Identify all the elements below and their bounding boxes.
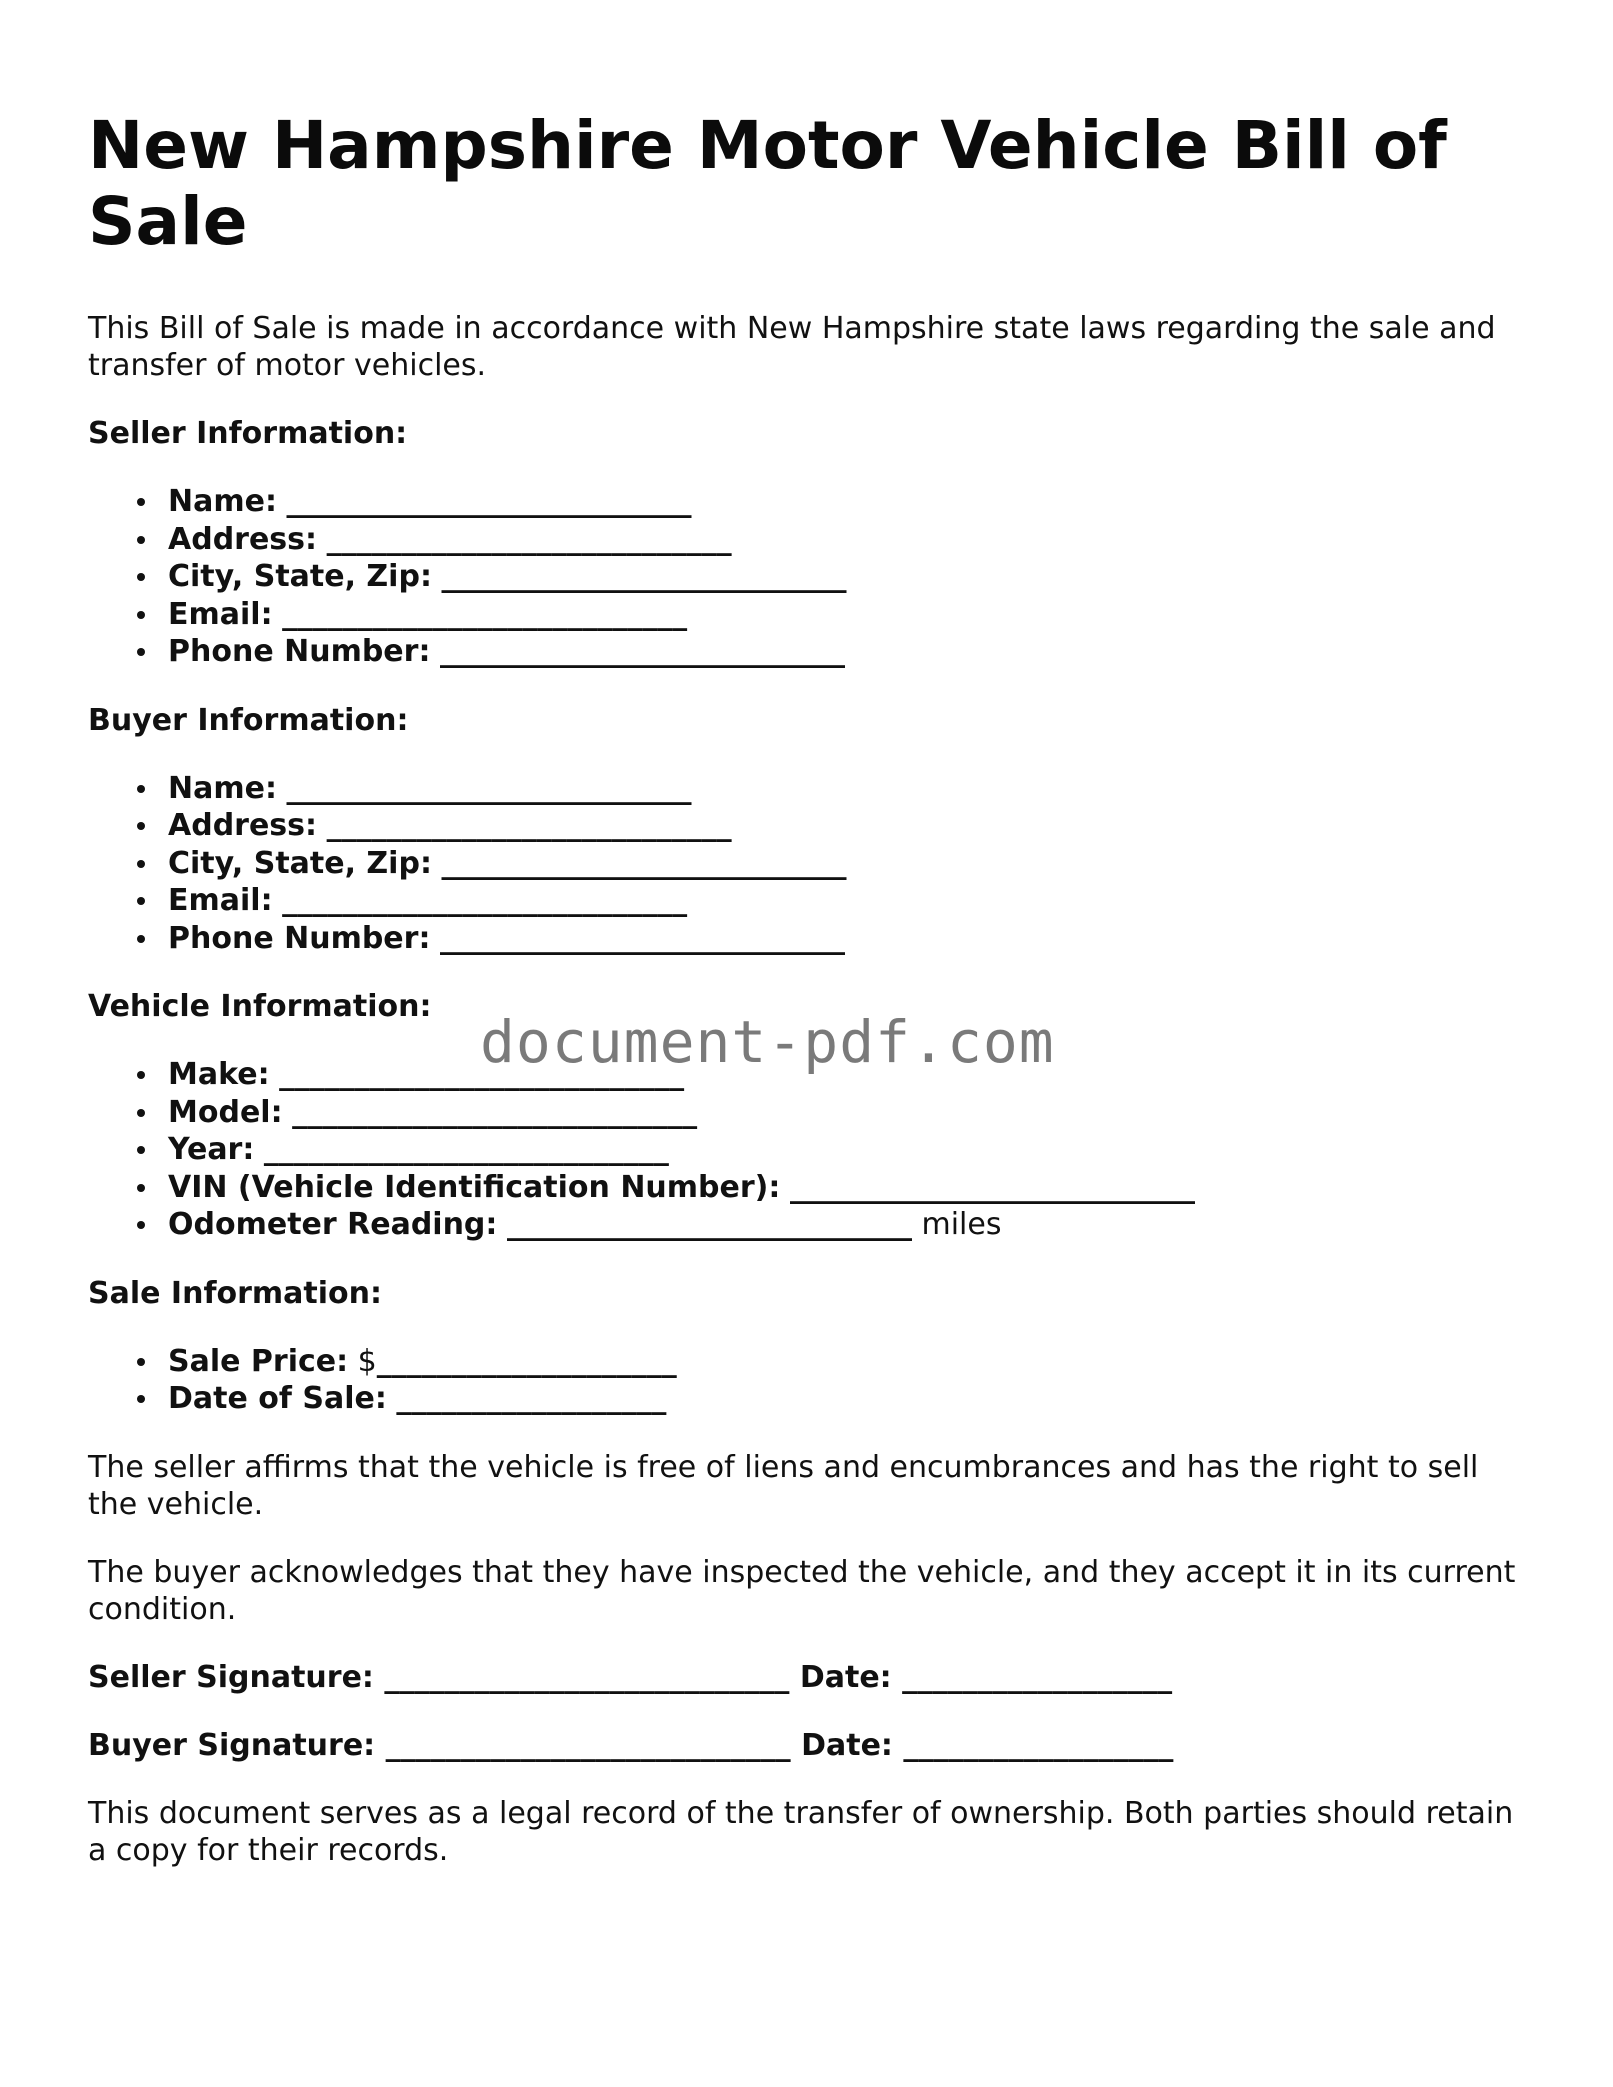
sale-price-field: Sale Price: $____________________ <box>168 1343 1528 1381</box>
buyer-date-label: Date: <box>801 1727 893 1763</box>
seller-heading: Seller Information: <box>88 416 408 451</box>
buyer-acknowledgement: The buyer acknowledges that they have inspected the vehicle, and they accept it in its current condition. <box>88 1554 1516 1627</box>
vehicle-make-field: Make: ___________________________ <box>168 1056 1528 1094</box>
buyer-fields <box>88 770 1528 958</box>
vehicle-make-blank[interactable]: ___________________________ <box>279 1057 685 1092</box>
buyer-phone-field: Phone Number: ___________________________ <box>168 920 1528 958</box>
vehicle-odometer-blank[interactable]: ___________________________ <box>506 1207 912 1242</box>
vehicle-odometer-field: Odometer Reading: ___________________________ miles <box>168 1206 1528 1244</box>
seller-email-field: Email: ___________________________ <box>168 596 1528 634</box>
vehicle-fields <box>88 1056 1528 1244</box>
buyer-signature-line <box>88 1727 1528 1764</box>
seller-signature-line <box>88 1659 1528 1696</box>
seller-signature-blank[interactable]: ___________________________ <box>384 1659 790 1695</box>
seller-address-blank[interactable]: ___________________________ <box>326 521 732 557</box>
sale-price-blank[interactable]: ____________________ <box>376 1343 677 1379</box>
document-page <box>88 108 1528 1869</box>
intro-paragraph: This Bill of Sale is made in accordance with New Hampshire state laws regarding the sale and transfer of motor vehicles. <box>88 311 1496 383</box>
buyer-city-state-zip-blank[interactable]: ___________________________ <box>441 845 847 881</box>
currency-symbol: $ <box>357 1343 377 1379</box>
vehicle-model-field: Model: ___________________________ <box>168 1094 1528 1132</box>
seller-address-field: Address: ___________________________ <box>168 521 1528 559</box>
buyer-date-blank[interactable]: __________________ <box>903 1727 1174 1763</box>
seller-date-label: Date: <box>799 1659 892 1695</box>
seller-name-field: Name: ___________________________ <box>168 483 1528 521</box>
watermark: document-pdf.com <box>480 1008 1055 1076</box>
document-title: New Hampshire Motor Vehicle Bill of Sale <box>88 107 1447 260</box>
seller-signature-label: Seller Signature: <box>88 1659 374 1695</box>
buyer-address-blank[interactable]: ___________________________ <box>326 808 732 843</box>
sale-date-blank[interactable]: __________________ <box>396 1381 667 1416</box>
seller-city-state-zip-field: City, State, Zip: ___________________________ <box>168 558 1528 596</box>
seller-name-blank[interactable]: ___________________________ <box>286 484 692 519</box>
buyer-address-field: Address: ___________________________ <box>168 807 1528 845</box>
seller-affirmation: The seller affirms that the vehicle is free of liens and encumbrances and has the right to sell the vehicle. <box>88 1449 1479 1522</box>
sale-fields <box>88 1343 1528 1418</box>
buyer-heading: Buyer Information: <box>88 702 409 738</box>
vehicle-year-field: Year: ___________________________ <box>168 1131 1528 1169</box>
buyer-email-blank[interactable]: ___________________________ <box>282 883 688 918</box>
seller-phone-field: Phone Number: ___________________________ <box>168 633 1528 671</box>
vehicle-year-blank[interactable]: ___________________________ <box>263 1132 669 1167</box>
buyer-name-blank[interactable]: ___________________________ <box>286 770 692 806</box>
buyer-signature-label: Buyer Signature: <box>88 1727 376 1763</box>
sale-date-field: Date of Sale: __________________ <box>168 1380 1528 1418</box>
buyer-signature-blank[interactable]: ___________________________ <box>385 1727 791 1763</box>
closing-paragraph: This document serves as a legal record of the transfer of ownership. Both parties should retain a copy for their records. <box>88 1795 1514 1868</box>
odometer-unit: miles <box>921 1207 1002 1242</box>
seller-email-blank[interactable]: ___________________________ <box>282 596 688 632</box>
buyer-city-state-zip-field: City, State, Zip: ___________________________ <box>168 845 1528 883</box>
seller-fields <box>88 483 1528 671</box>
vehicle-vin-blank[interactable]: ___________________________ <box>789 1169 1195 1205</box>
buyer-email-field: Email: ___________________________ <box>168 882 1528 920</box>
seller-date-blank[interactable]: __________________ <box>902 1659 1173 1695</box>
vehicle-model-blank[interactable]: ___________________________ <box>292 1094 698 1130</box>
vehicle-vin-field: VIN (Vehicle Identification Number): ___________________________ <box>168 1169 1528 1207</box>
vehicle-heading: Vehicle Information: <box>88 989 432 1024</box>
seller-city-state-zip-blank[interactable]: ___________________________ <box>441 559 847 594</box>
buyer-name-field: Name: ___________________________ <box>168 770 1528 808</box>
buyer-phone-blank[interactable]: ___________________________ <box>440 920 845 956</box>
sale-heading: Sale Information: <box>88 1275 382 1311</box>
seller-phone-blank[interactable]: ___________________________ <box>440 634 845 669</box>
